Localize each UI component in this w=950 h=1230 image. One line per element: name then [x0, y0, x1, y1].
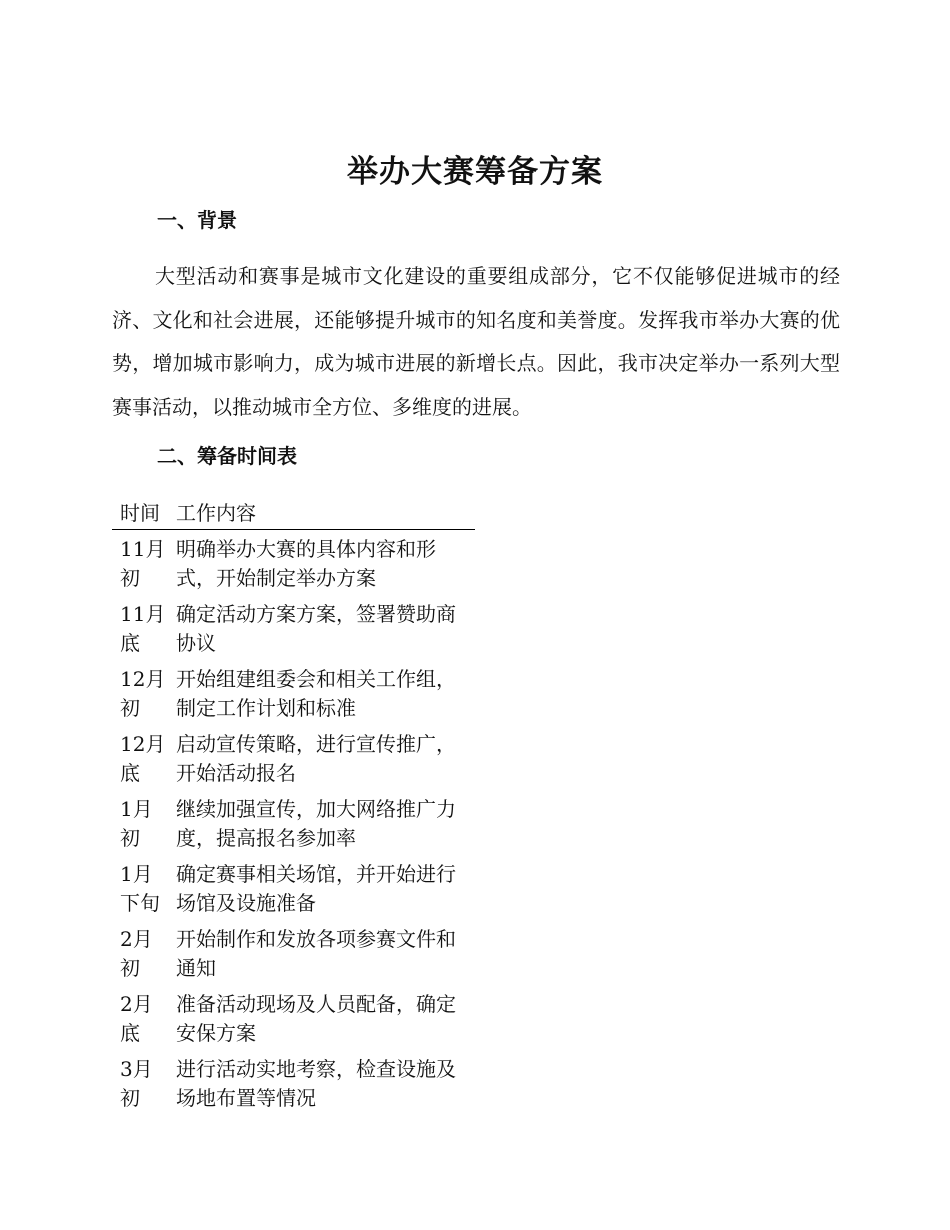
table-header-row [112, 497, 475, 530]
row-time: 11月初 [120, 537, 166, 590]
table-row [112, 922, 475, 987]
row-time: 1月下旬 [120, 862, 160, 915]
section-heading-background: 一、背景 [157, 208, 237, 232]
table-row [112, 1052, 475, 1117]
row-content: 明确举办大赛的具体内容和形式，开始制定举办方案 [176, 537, 436, 590]
column-header-time: 时间 [112, 497, 166, 530]
table-row [112, 597, 475, 662]
row-time: 2月初 [120, 927, 153, 980]
row-content: 开始组建组委会和相关工作组，制定工作计划和标准 [176, 667, 456, 720]
background-paragraph: 大型活动和赛事是城市文化建设的重要组成部分，它不仅能够促进城市的经济、文化和社会进展，还能够提升城市的知名度和美誉度。发挥我市举办大赛的优势，增加城市影响力，成为城市进展的新增长点。因此，我市决定举办一系列大型赛事活动，以推动城市全方位、多维度的进展。 [112, 264, 840, 419]
table-row [112, 662, 475, 727]
section-heading-schedule: 二、筹备时间表 [157, 444, 297, 468]
row-time: 11月底 [120, 602, 166, 655]
row-time: 12月底 [120, 732, 166, 785]
document-title: 举办大赛筹备方案 [347, 154, 603, 190]
row-content: 准备活动现场及人员配备，确定安保方案 [176, 992, 456, 1045]
row-time: 1月初 [120, 797, 153, 850]
row-time: 3月初 [120, 1057, 153, 1110]
row-time: 12月初 [120, 667, 166, 720]
table-row [112, 530, 475, 598]
row-content: 确定赛事相关场馆，并开始进行场馆及设施准备 [176, 862, 456, 915]
table-row [112, 792, 475, 857]
row-content: 确定活动方案方案，签署赞助商协议 [176, 602, 456, 655]
row-content: 继续加强宣传，加大网络推广力度，提高报名参加率 [176, 797, 456, 850]
table-row [112, 727, 475, 792]
schedule-table [112, 497, 475, 1117]
row-content: 进行活动实地考察，检查设施及场地布置等情况 [176, 1057, 456, 1110]
table-row [112, 987, 475, 1052]
column-header-content: 工作内容 [166, 497, 475, 530]
table-row [112, 857, 475, 922]
row-content: 开始制作和发放各项参赛文件和通知 [176, 927, 456, 980]
row-content: 启动宣传策略，进行宣传推广，开始活动报名 [176, 732, 456, 785]
row-time: 2月底 [120, 992, 153, 1045]
